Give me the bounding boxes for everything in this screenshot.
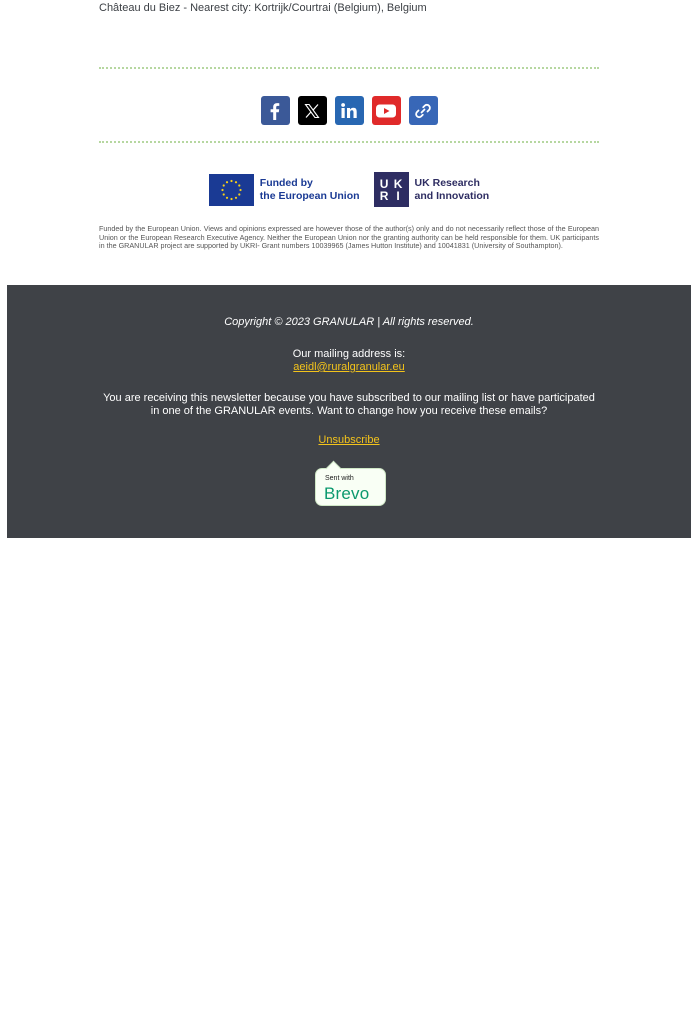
mailing-email-link[interactable]: aeidl@ruralgranular.eu bbox=[293, 361, 405, 373]
x-button[interactable] bbox=[298, 96, 327, 125]
ukri-letter: I bbox=[396, 188, 400, 203]
facebook-icon bbox=[265, 101, 285, 121]
footer bbox=[7, 285, 691, 538]
linkedin-icon bbox=[339, 101, 359, 121]
funding-disclaimer: Funded by the European Union. Views and opinions expressed are however those of the author(s) only and do not necessarily reflect those of the European Union or the European Research Executive Agency. Neither the European Union nor the granting authority can be held responsible for them. UK participants in the GRANULAR project are supported by UKRI- Grant numbers 10039965 (James Hutton Institute) and 10041831 (University of Southampton). bbox=[99, 224, 599, 251]
eu-flag-icon bbox=[209, 174, 254, 206]
ukri-text bbox=[415, 177, 490, 203]
subscription-notice: You are receiving this newsletter because you have subscribed to our mailing list or have participated in one of the GRANULAR events. Want to change how you receive these emails? bbox=[103, 392, 595, 417]
x-icon bbox=[304, 103, 320, 119]
ukri-mark bbox=[374, 172, 409, 207]
eu-line-1: Funded by bbox=[259, 176, 313, 189]
eu-line-2: the European Union bbox=[259, 189, 360, 202]
link-icon bbox=[413, 101, 433, 121]
ukri-letter: U bbox=[379, 176, 389, 191]
brevo-sent-label: Sent with bbox=[325, 475, 354, 482]
divider-top bbox=[99, 67, 599, 69]
unsubscribe-link[interactable]: Unsubscribe bbox=[318, 434, 380, 446]
ukri-line-2: and Innovation bbox=[414, 189, 490, 202]
website-link-button[interactable] bbox=[409, 96, 438, 125]
ukri-logo bbox=[374, 172, 490, 207]
eu-text bbox=[260, 177, 360, 203]
divider-bottom bbox=[99, 141, 599, 143]
youtube-icon bbox=[375, 103, 397, 119]
eu-logo bbox=[209, 174, 360, 206]
ukri-letter: K bbox=[393, 176, 403, 191]
ukri-letter: R bbox=[379, 188, 389, 203]
brevo-logo: Brevo bbox=[324, 484, 370, 503]
ukri-line-1: UK Research bbox=[414, 176, 480, 189]
brevo-badge[interactable] bbox=[315, 468, 386, 506]
mailing-address-label: Our mailing address is: bbox=[292, 348, 406, 360]
location-text: Château du Biez - Nearest city: Kortrijk/Courtrai (Belgium), Belgium bbox=[99, 2, 427, 14]
youtube-button[interactable] bbox=[372, 96, 401, 125]
funder-logos bbox=[0, 172, 698, 207]
social-links bbox=[0, 96, 698, 125]
facebook-button[interactable] bbox=[261, 96, 290, 125]
linkedin-button[interactable] bbox=[335, 96, 364, 125]
copyright-text: Copyright © 2023 GRANULAR | All rights reserved. bbox=[224, 316, 474, 328]
